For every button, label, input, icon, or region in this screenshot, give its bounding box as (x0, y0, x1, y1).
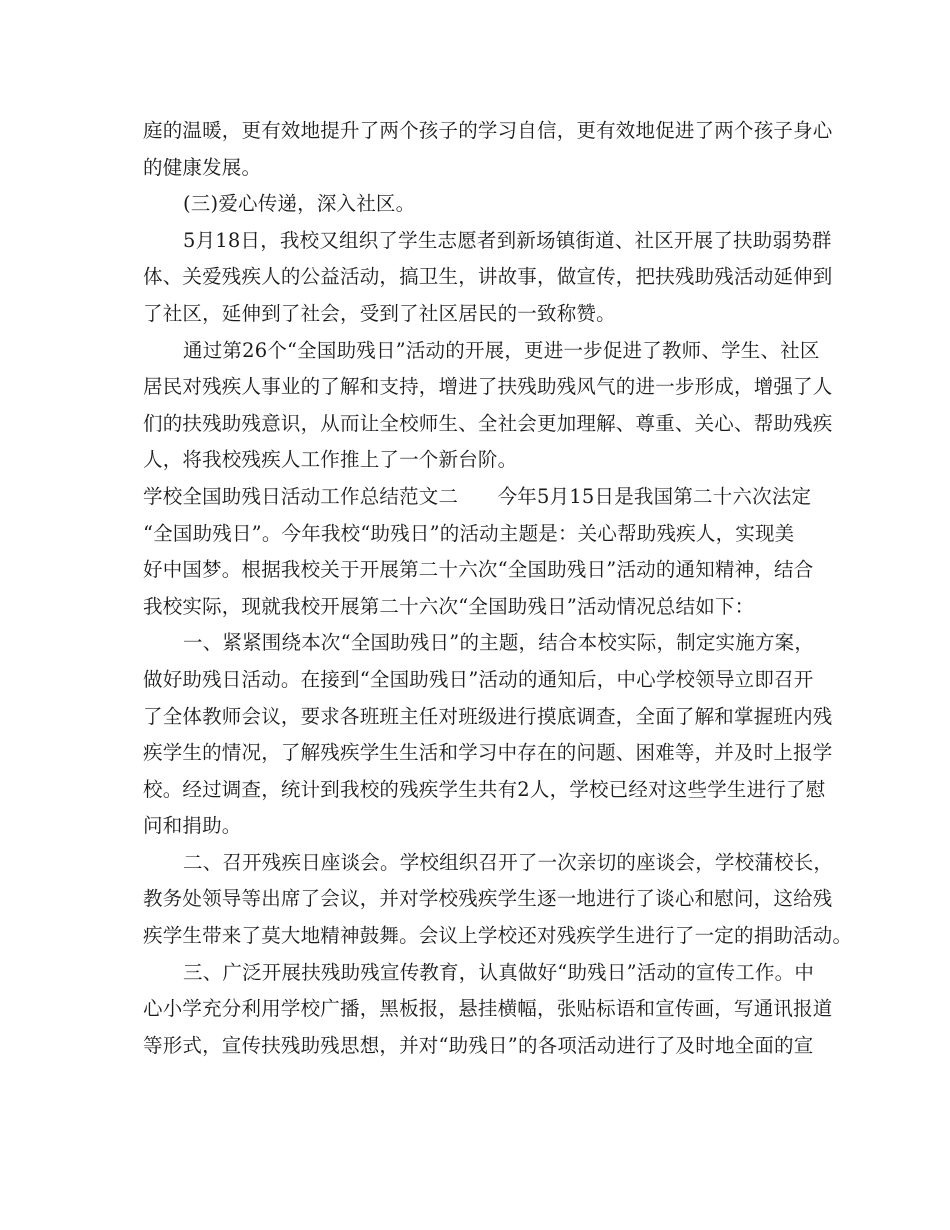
text-line: 我校实际，现就我校开展第二十六次“全国助残日”活动情况总结如下： (143, 594, 755, 618)
document-body (143, 113, 853, 1064)
text-line: 庭的温暖，更有效地提升了两个孩子的学习自信，更有效地促进了两个孩子身心 (143, 119, 833, 142)
text-line: 体、关爱残疾人的公益活动，搞卫生，讲故事，做宣传，把扶残助残活动延伸到 (143, 265, 833, 289)
text-line: 一、紧紧围绕本次“全国助残日”的主题，结合本校实际，制定实施方案， (183, 631, 815, 655)
text-line: 疾学生的情况，了解残疾学生生活和学习中存在的问题、困难等，并及时上报学 (143, 741, 833, 765)
text-line: 二、召开残疾日座谈会。学校组织召开了一次亲切的座谈会，学校蒲校长， (183, 850, 834, 874)
text-line: 5月18日，我校又组织了学生志愿者到新场镇街道、社区开展了扶助弱势群 (183, 228, 832, 252)
text-line: 等形式，宣传扶残助残思想，并对“助残日”的各项活动进行了及时地全面的宣 (143, 1033, 814, 1057)
text-line: 了全体教师会议，要求各班班主任对班级进行摸底调查，全面了解和掌握班内残 (143, 704, 833, 728)
text-line: (三)爱心传递，深入社区。 (183, 192, 416, 216)
text-line: 学校全国助残日活动工作总结范文二 今年5月15日是我国第二十六次法定 (143, 484, 812, 508)
text-line: 的健康发展。 (143, 155, 262, 179)
text-line: 好中国梦。根据我校关于开展第二十六次“全国助残日”活动的通知精神，结合 (143, 558, 814, 582)
text-line: 教务处领导等出席了会议，并对学校残疾学生逐一地进行了谈心和慰问，这给残 (143, 887, 833, 911)
text-line: 通过第26个“全国助残日”活动的开展，更进一步促进了教师、学生、社区 (183, 338, 820, 362)
text-line: 了社区，延伸到了社会，受到了社区居民的一致称赞。 (143, 301, 616, 325)
text-line: 人，将我校残疾人工作推上了一个新台阶。 (143, 448, 518, 472)
text-line: 心小学充分利用学校广播，黑板报，悬挂横幅，张贴标语和宣传画，写通讯报道 (143, 997, 833, 1021)
text-line: 居民对残疾人事业的了解和支持，增进了扶残助残风气的进一步形成，增强了人 (143, 375, 833, 399)
text-line: 做好助残日活动。在接到“全国助残日”活动的通知后，中心学校领导立即召开 (143, 667, 814, 691)
text-line: 们的扶残助残意识，从而让全校师生、全社会更加理解、尊重、关心、帮助残疾 (143, 411, 833, 435)
text-line: “全国助残日”。今年我校“助残日”的活动主题是：关心帮助残疾人，实现美 (143, 521, 795, 545)
text-line: 问和捐助。 (143, 814, 242, 838)
text-line: 疾学生带来了莫大地精神鼓舞。会议上学校还对残疾学生进行了一定的捐助活动。 (143, 924, 853, 948)
text-line: 三、广泛开展扶残助残宣传教育，认真做好“助残日”活动的宣传工作。中 (183, 960, 815, 984)
text-line: 校。经过调查，统计到我校的残疾学生共有2人，学校已经对这些学生进行了慰 (143, 777, 826, 801)
